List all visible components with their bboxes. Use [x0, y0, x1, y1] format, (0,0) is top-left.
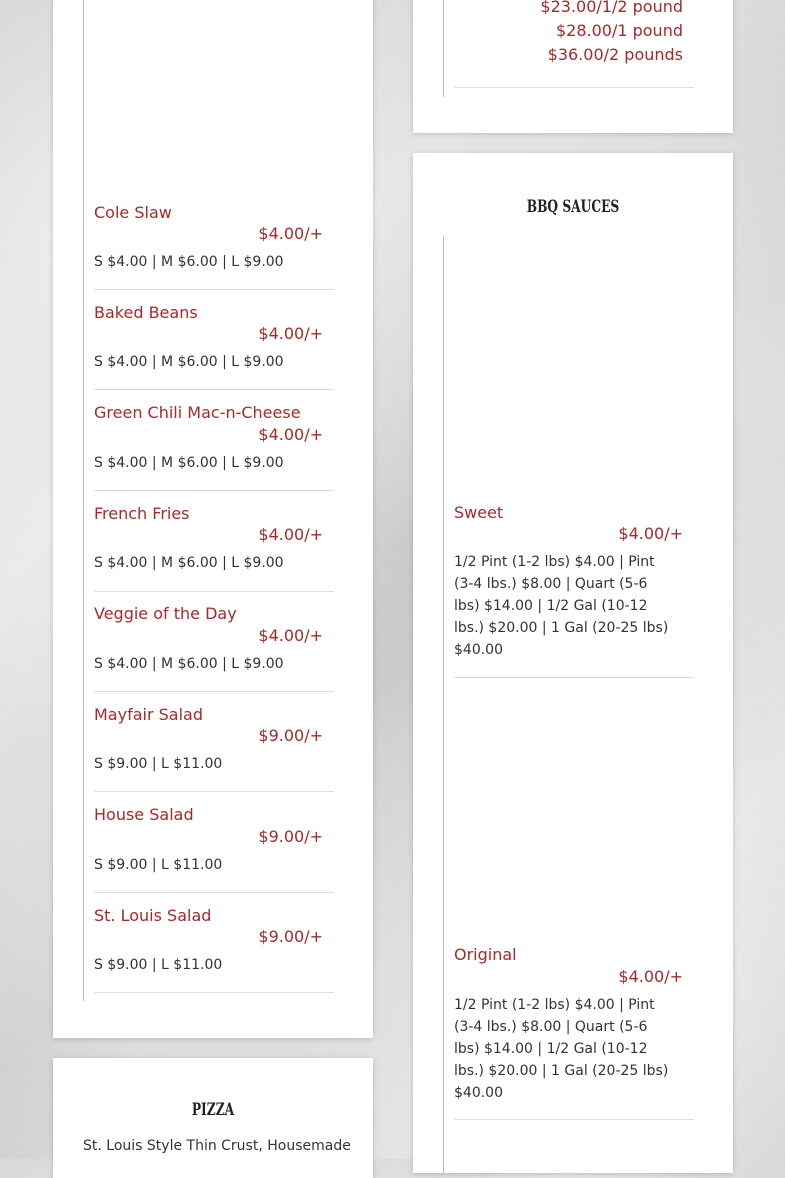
- section-description: St. Louis Style Thin Crust, Housemade: [83, 1138, 351, 1154]
- item-separator: [454, 87, 694, 88]
- meats-panel: [413, 0, 733, 133]
- item-description: 1/2 Pint (1-2 lbs) $4.00 | Pint (3-4 lbs.) $8.00 | Quart (5-6 lbs) $14.00 | 1/2 Gal (10-12 lbs.) $20.00 | 1 Gal (20-25 lbs) $40.00: [454, 997, 669, 1101]
- panel-divider: [443, 0, 444, 97]
- item-price: $4.00/+: [258, 224, 323, 243]
- item-description: S $4.00 | M $6.00 | L $9.00: [94, 455, 284, 471]
- item-description: S $9.00 | L $11.00: [94, 857, 223, 873]
- bbq-sauces-panel: [413, 153, 733, 1173]
- item-separator: [94, 791, 334, 792]
- item-description: 1/2 Pint (1-2 lbs) $4.00 | Pint (3-4 lbs.) $8.00 | Quart (5-6 lbs) $14.00 | 1/2 Gal (10-12 lbs.) $20.00 | 1 Gal (20-25 lbs) $40.00: [454, 554, 669, 658]
- price-line: $28.00/1 pound: [555, 21, 683, 40]
- item-price: $9.00/+: [258, 726, 323, 745]
- sides-panel: [53, 0, 373, 1038]
- item-separator: [94, 591, 334, 592]
- pizza-panel: [53, 1058, 373, 1178]
- item-description: S $9.00 | L $11.00: [94, 756, 223, 772]
- section-title: PIZZA: [191, 1100, 235, 1120]
- item-separator: [454, 677, 694, 678]
- price-line: $23.00/1/2 pound: [540, 0, 683, 16]
- price-list: [540, 0, 683, 67]
- section-title: BBQ SAUCES: [526, 197, 620, 217]
- panel-divider: [83, 0, 84, 1001]
- item-separator: [94, 992, 334, 993]
- item-separator: [94, 389, 334, 390]
- item-price: $9.00/+: [258, 927, 323, 946]
- item-name: House Salad: [94, 805, 194, 824]
- item-name: French Fries: [94, 504, 190, 523]
- item-price: $9.00/+: [258, 827, 323, 846]
- item-price: $4.00/+: [258, 324, 323, 343]
- item-name: Cole Slaw: [94, 203, 172, 222]
- item-price: $4.00/+: [618, 967, 683, 986]
- item-name: Sweet: [454, 503, 504, 522]
- item-separator: [94, 289, 334, 290]
- item-name: Baked Beans: [94, 303, 198, 322]
- item-price: $4.00/+: [618, 524, 683, 543]
- item-separator: [454, 1119, 694, 1120]
- item-description: S $4.00 | M $6.00 | L $9.00: [94, 656, 284, 672]
- item-name: Green Chili Mac-n-Cheese: [94, 403, 301, 422]
- item-name: Original: [454, 945, 517, 964]
- item-name: St. Louis Salad: [94, 906, 212, 925]
- item-separator: [94, 691, 334, 692]
- item-description: S $4.00 | M $6.00 | L $9.00: [94, 354, 284, 370]
- item-separator: [94, 490, 334, 491]
- item-description: S $4.00 | M $6.00 | L $9.00: [94, 254, 284, 270]
- price-line: $36.00/2 pounds: [547, 45, 683, 64]
- item-name: Veggie of the Day: [94, 604, 237, 623]
- panel-divider: [443, 236, 444, 1173]
- item-description: S $9.00 | L $11.00: [94, 957, 223, 973]
- item-price: $4.00/+: [258, 425, 323, 444]
- item-price: $4.00/+: [258, 626, 323, 645]
- item-description: S $4.00 | M $6.00 | L $9.00: [94, 555, 284, 571]
- item-name: Mayfair Salad: [94, 705, 203, 724]
- item-separator: [94, 892, 334, 893]
- item-price: $4.00/+: [258, 525, 323, 544]
